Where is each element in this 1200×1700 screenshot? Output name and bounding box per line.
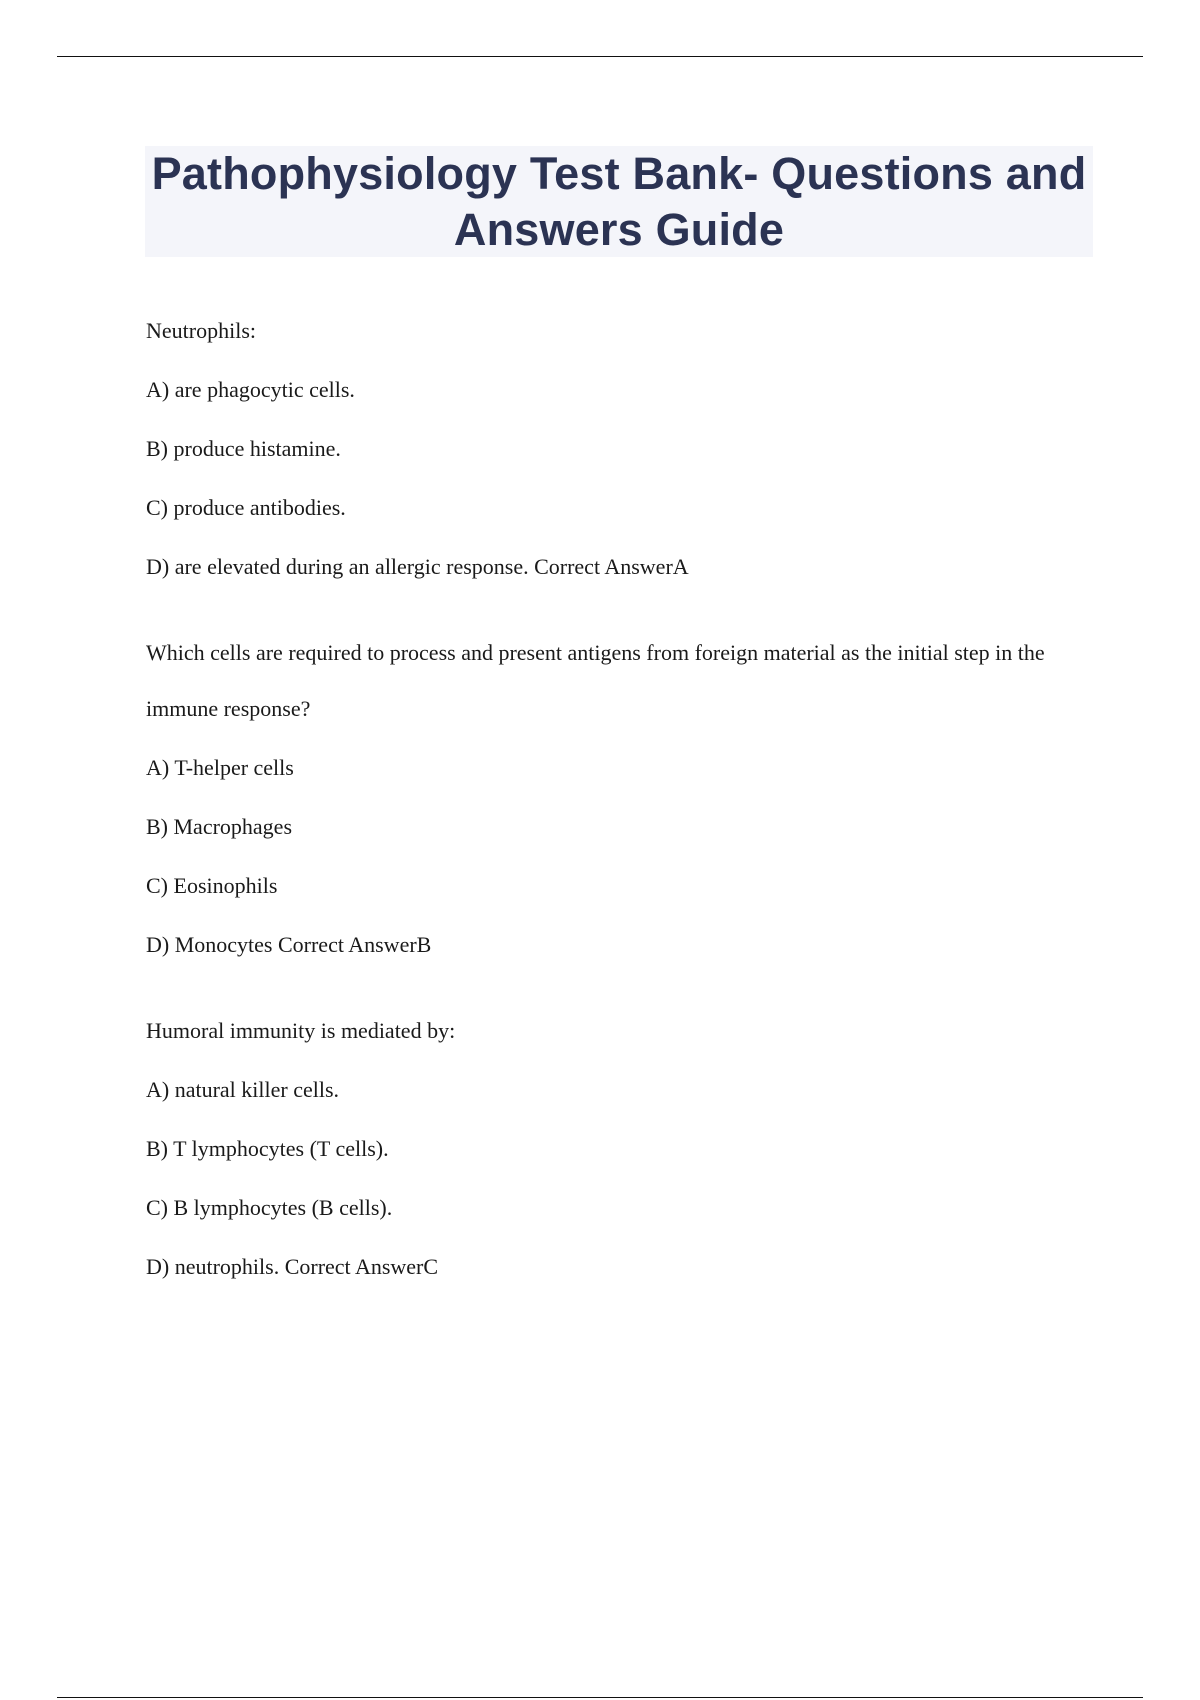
answer-option-b: B) T lymphocytes (T cells). <box>146 1136 389 1161</box>
bottom-rule <box>57 1697 1143 1698</box>
answer-option-c: C) B lymphocytes (B cells). <box>146 1195 393 1220</box>
answer-option-c: C) Eosinophils <box>146 873 278 898</box>
question-2 <box>146 625 1106 960</box>
answer-option-d: D) Monocytes Correct AnswerB <box>146 932 432 957</box>
document-title: Pathophysiology Test Bank- Questions and Answers Guide <box>151 147 1087 255</box>
answer-option-a: A) T-helper cells <box>146 755 294 780</box>
title-banner <box>145 146 1093 257</box>
answer-option-b: B) Macrophages <box>146 814 293 839</box>
answer-option-d: D) are elevated during an allergic response. Correct AnswerA <box>146 554 689 579</box>
question-list <box>146 316 1106 1311</box>
answer-option-c: C) produce antibodies. <box>146 495 346 520</box>
question-stem: Neutrophils: <box>146 318 256 343</box>
question-1 <box>146 316 1106 582</box>
question-3 <box>146 1016 1106 1282</box>
answer-option-a: A) natural killer cells. <box>146 1077 340 1102</box>
answer-option-d: D) neutrophils. Correct AnswerC <box>146 1254 439 1279</box>
question-stem: Humoral immunity is mediated by: <box>146 1018 456 1043</box>
answer-option-b: B) produce histamine. <box>146 436 341 461</box>
answer-option-a: A) are phagocytic cells. <box>146 377 355 402</box>
question-stem: Which cells are required to process and present antigens from foreign material as the initial step in the immune response? <box>146 640 1045 721</box>
top-rule <box>57 56 1143 57</box>
